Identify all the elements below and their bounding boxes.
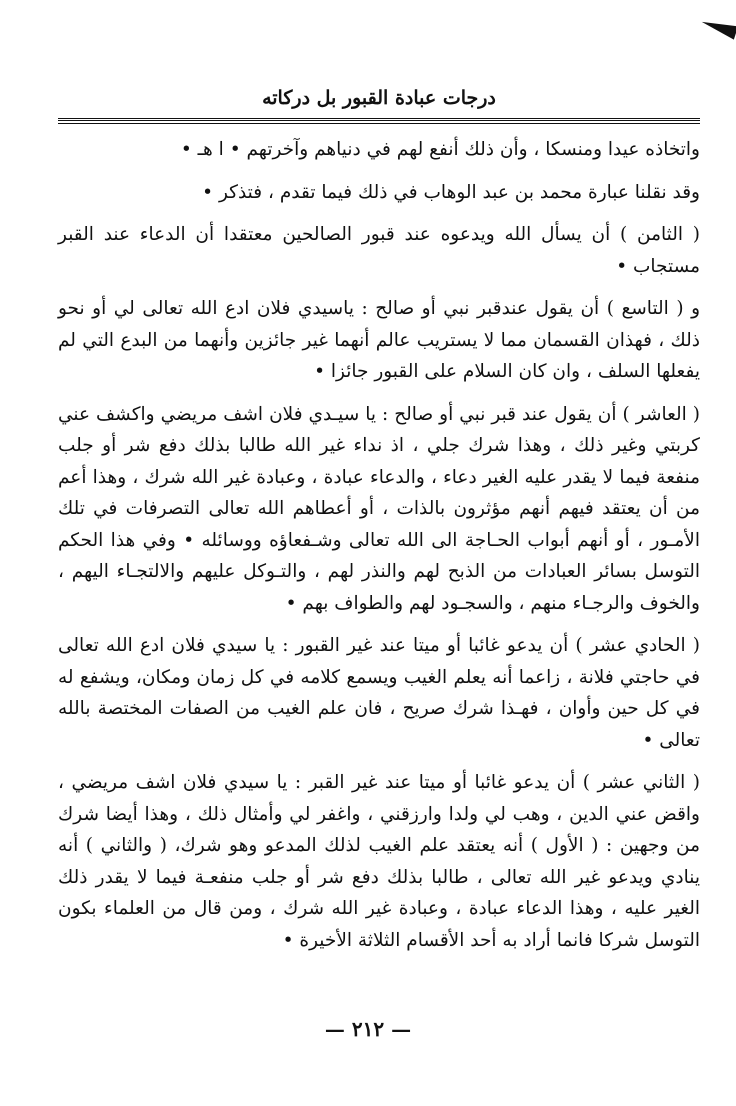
corner-mark xyxy=(700,15,736,39)
paragraph-ninth: و ( التاسع ) أن يقول عندقبر نبي أو صالح : ياسيدي فلان ادع الله تعالى لي أو نحو ذلك ، فهذان القسمان مما لا يستريب عالم أنهما غير جائزين وأنهما من البدع التي لم يفعلها السلف ، وان كان السلام على القبور جائزا • xyxy=(58,298,700,382)
paragraph-twelfth: ( الثاني عشر ) أن يدعو غائبا أو ميتا عند غير القبر : يا سيدي فلان اشف مريضي ، واقض عني الدين ، وهب لي ولدا وارزقني ، واغفر لي وأمثال ذلك ، وهذا أيضا شرك من وجهين : ( الأول ) أنه يعتقد علم الغيب لذلك المدعو وهو شرك، ( والثاني ) أنه ينادي ويدعو غير الله تعالى ، طالبا بذلك دفع شر أو جلب منفعـة فيما لا يقدر ذلك الغير عليه ، وهذا الدعاء عبادة ، وعبادة غير الله شرك ، ومن قال من العلماء بكون التوسل شركا فانما أراد به أحد الأقسام الثلاثة الأخيرة • xyxy=(58,772,700,951)
running-header-title: درجات عبادة القبور بل دركاته xyxy=(262,87,496,109)
page-number: — ٢١٢ — xyxy=(324,1017,412,1041)
page-body xyxy=(58,84,700,967)
paragraph-1: واتخاذه عيدا ومنسكا ، وأن ذلك أنفع لهم في دنياهم وآخرتهم • ا هـ • xyxy=(180,139,700,160)
paragraph-eighth: ( الثامن ) أن يسأل الله ويدعوه عند قبور الصالحين معتقدا أن الدعاء عند القبر مستجاب • xyxy=(58,224,700,277)
paragraph-tenth: ( العاشر ) أن يقول عند قبر نبي أو صالح : يا سيـدي فلان اشف مريضي واكشف عني كربتي وغير ذلك ، وهذا شرك جلي ، اذ نداء غير الله طالبا بذلك دفع شر أو جلب منفعة فيما لا يقدر عليه الغير دعاء ، والدعاء عبادة ، وعبادة غير الله شرك ، وهذا أعم من أن يعتقد فيهم أنهم مؤثرون بالذات ، أو أعطاهم الله تعالى التصرفات في تلك الأمـور ، أو أنهم أبواب الحـاجة الى الله تعالى وشـفعاؤه ووسائله • وفي هذا الحكم التوسل بسائر العبادات من الذبح لهم والنذر لهم ، والتـوكل عليهم والالتجـاء اليهم ، والخوف والرجـاء منهم ، والسجـود لهم والطواف بهم • xyxy=(58,403,700,614)
paragraph-eleventh: ( الحادي عشر ) أن يدعو غائبا أو ميتا عند غير القبور : يا سيدي فلان ادع الله تعالى في حاجتي فلانة ، زاعما أنه يعلم الغيب ويسمع كلامه في كل زمان ومكان، ويشفع له في كل حين وأوان ، فهـذا شرك صريح ، فان علم الغيب من الصفات المختصة بالله تعالى • xyxy=(58,635,700,751)
paragraph-2: وقد نقلنا عبارة محمد بن عبد الوهاب في ذلك فيما تقدم ، فتذكر • xyxy=(202,181,700,203)
header-rule xyxy=(58,118,700,124)
